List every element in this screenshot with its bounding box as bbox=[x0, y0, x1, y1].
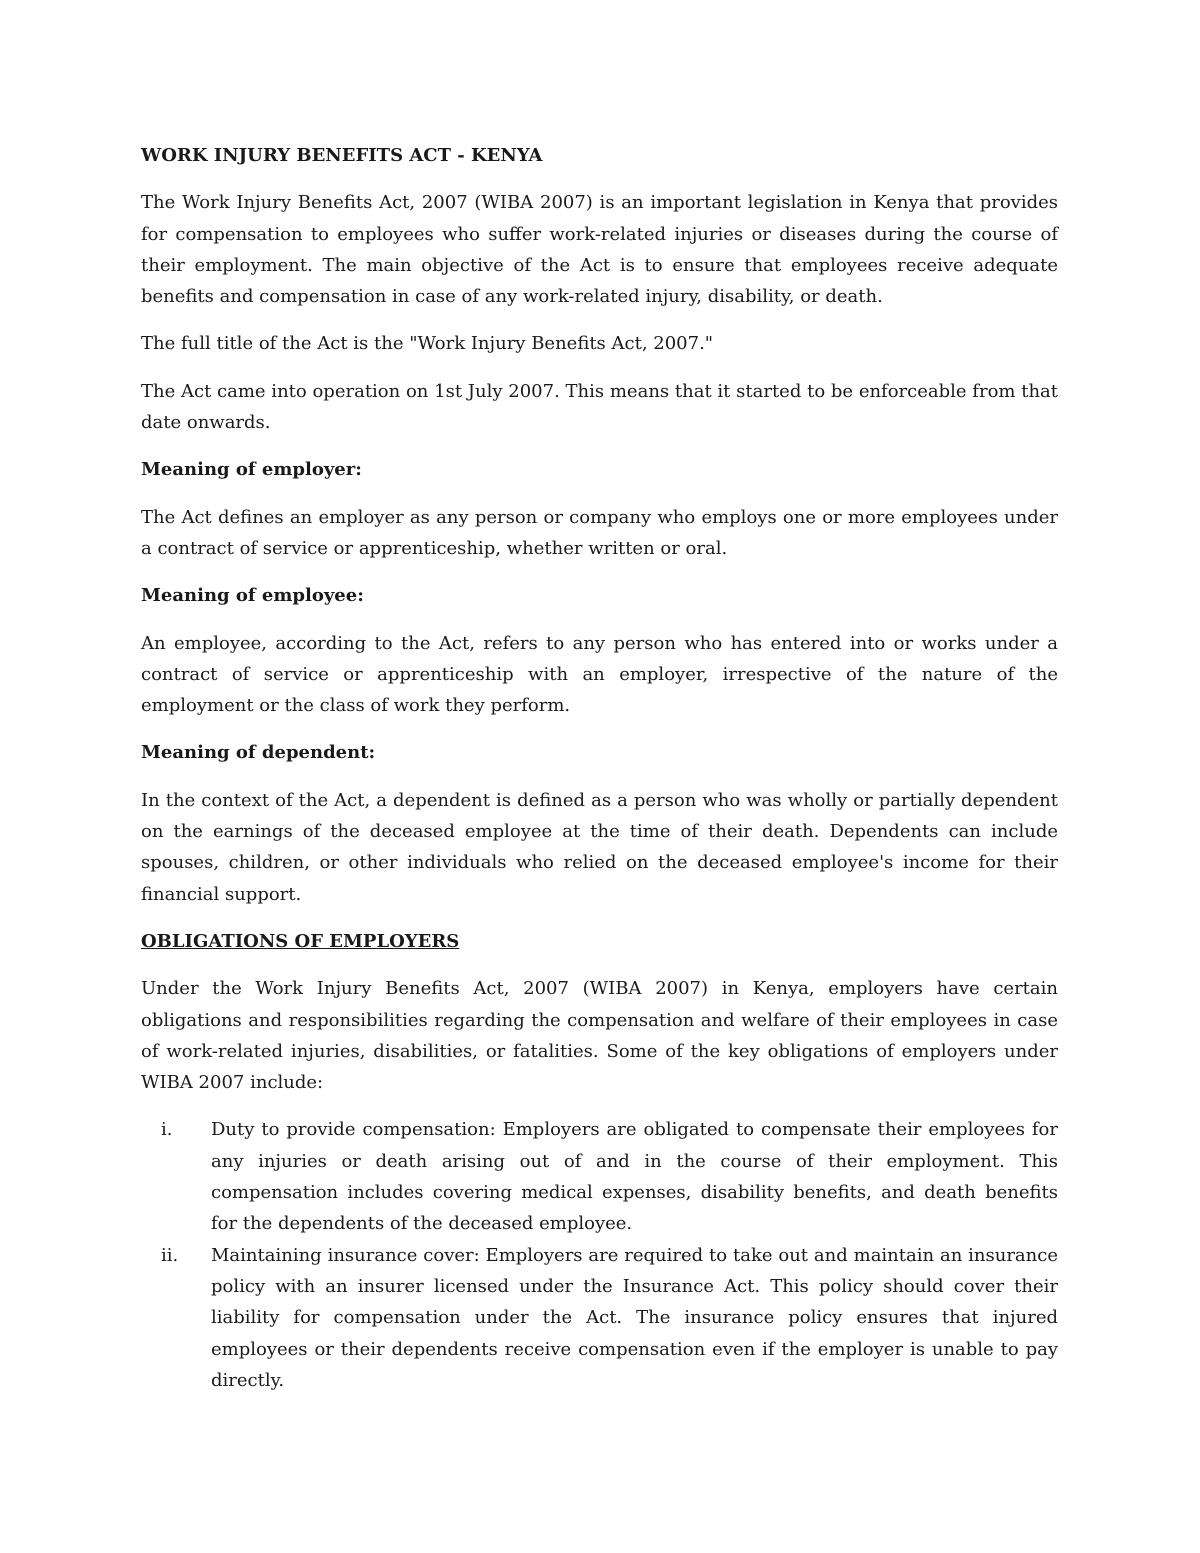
document-title: WORK INJURY BENEFITS ACT - KENYA bbox=[141, 145, 543, 166]
list-item-number: i. bbox=[161, 1119, 173, 1141]
list-item-number: ii. bbox=[161, 1244, 179, 1266]
employee-paragraph: An employee, according to the Act, refers to any person who has entered into or works under a contract of service or apprenticeship with an employer, irrespective of the nature of the employment or the class of work they perform. bbox=[141, 632, 1058, 717]
intro-paragraph: The Work Injury Benefits Act, 2007 (WIBA 2007) is an important legislation in Kenya that provides for compensation to employees who suffer work-related injuries or diseases during the course of their employment. The main objective of the Act is to ensure that employees receive adequate benefits and compensation in case of any work-related injury, disability, or death. bbox=[141, 192, 1058, 308]
employer-heading: Meaning of employer: bbox=[141, 459, 362, 481]
operation-paragraph: The Act came into operation on 1st July 2007. This means that it started to be enforceable from that date onwards. bbox=[141, 380, 1058, 434]
obligations-heading: OBLIGATIONS OF EMPLOYERS bbox=[141, 930, 460, 952]
dependent-paragraph: In the context of the Act, a dependent is defined as a person who was wholly or partially dependent on the earnings of the deceased employee at the time of their death. Dependents can include spouses, children, or other individuals who relied on the deceased employee's income for their financial support. bbox=[141, 789, 1058, 905]
employer-paragraph: The Act defines an employer as any person or company who employs one or more employees under a contract of service or apprenticeship, whether written or oral. bbox=[141, 506, 1058, 559]
full-title-paragraph: The full title of the Act is the "Work Injury Benefits Act, 2007." bbox=[141, 333, 714, 355]
document-page bbox=[141, 140, 1058, 1396]
list-item bbox=[141, 1114, 1058, 1239]
obligations-intro-paragraph: Under the Work Injury Benefits Act, 2007 (WIBA 2007) in Kenya, employers have certain obligations and responsibilities regarding the compensation and welfare of their employees in case of work-related injuries, disabilities, or fatalities. Some of the key obligations of employers under WIBA 2007 include: bbox=[141, 978, 1058, 1094]
list-item-text: Duty to provide compensation: Employers are obligated to compensate their employees for any injuries or death arising out of and in the course of their employment. This compensation includes covering medical expenses, disability benefits, and death benefits for the dependents of the deceased employee. bbox=[211, 1119, 1058, 1235]
employee-heading: Meaning of employee: bbox=[141, 585, 364, 607]
list-item bbox=[141, 1240, 1058, 1396]
dependent-heading: Meaning of dependent: bbox=[141, 742, 376, 764]
list-item-text: Maintaining insurance cover: Employers are required to take out and maintain an insurance policy with an insurer licensed under the Insurance Act. This policy should cover their liability for compensation under the Act. The insurance policy ensures that injured employees or their dependents receive compensation even if the employer is unable to pay directly. bbox=[211, 1244, 1058, 1391]
obligations-list bbox=[141, 1114, 1058, 1396]
